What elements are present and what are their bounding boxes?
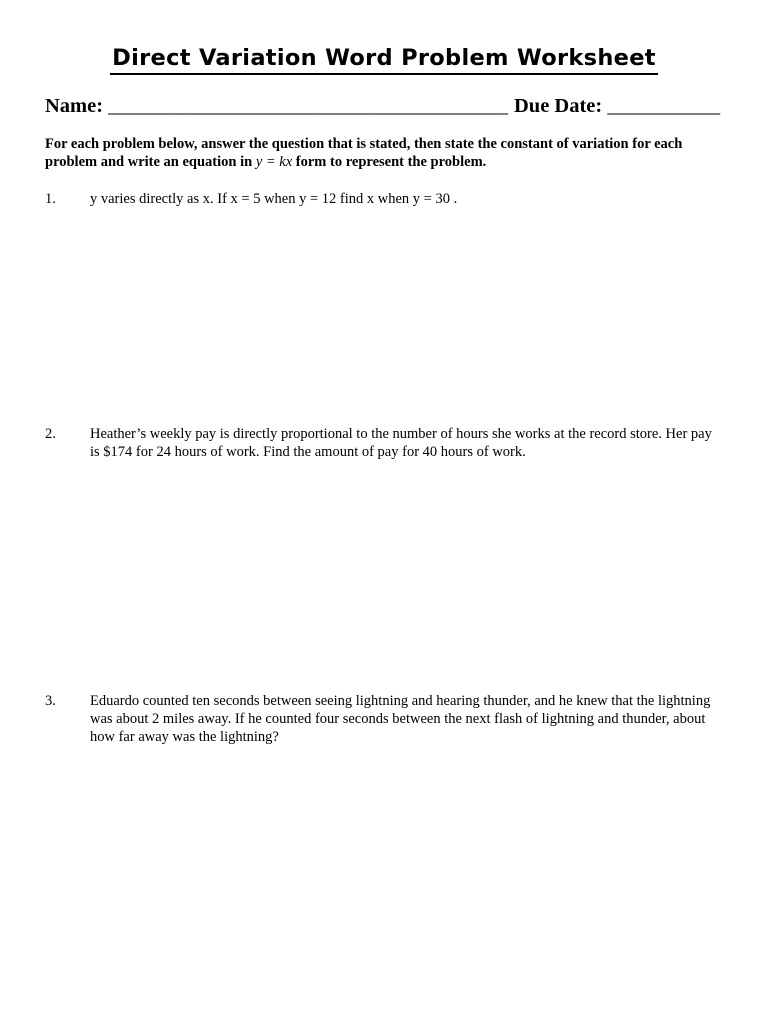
instructions-text-part1: For each problem below, answer the question that is stated, then state the constant of variation for each problem and write an equation in [45, 136, 683, 170]
problem-text: y varies directly as x. If x = 5 when y = 12 find x when y = 30 . [90, 191, 458, 207]
problem-number: 3. [45, 693, 56, 709]
due-date-label: Due Date: [514, 95, 603, 117]
due-date-field [514, 92, 720, 120]
name-label: Name: [45, 95, 104, 117]
worksheet-title-text: Direct Variation Word Problem Worksheet [110, 45, 658, 75]
problem-3 [45, 692, 725, 746]
problem-text: Heather’s weekly pay is directly proportional to the number of hours she works at the record store. Her pay is $174 for 24 hours of work. Find the amount of pay for 40 hours of work. [90, 426, 712, 460]
problem-number: 1. [45, 191, 56, 207]
problem-number: 2. [45, 426, 56, 442]
due-date-blank-line: ___________ [607, 95, 721, 117]
problem-text: Eduardo counted ten seconds between seeing lightning and hearing thunder, and he knew that the lightning was about 2 miles away. If he counted four seconds between the next flash of lightning and thunder, about how far away was the lightning? [90, 693, 711, 745]
instructions-text-part2: form to represent the problem. [292, 154, 487, 170]
name-blank-line: _______________________________________ [108, 95, 508, 117]
problem-2 [45, 425, 725, 461]
instructions-equation: y = kx [255, 154, 293, 170]
name-due-date-row [45, 92, 725, 120]
worksheet-title [0, 44, 768, 78]
instructions [45, 135, 725, 171]
problem-1 [45, 190, 725, 208]
